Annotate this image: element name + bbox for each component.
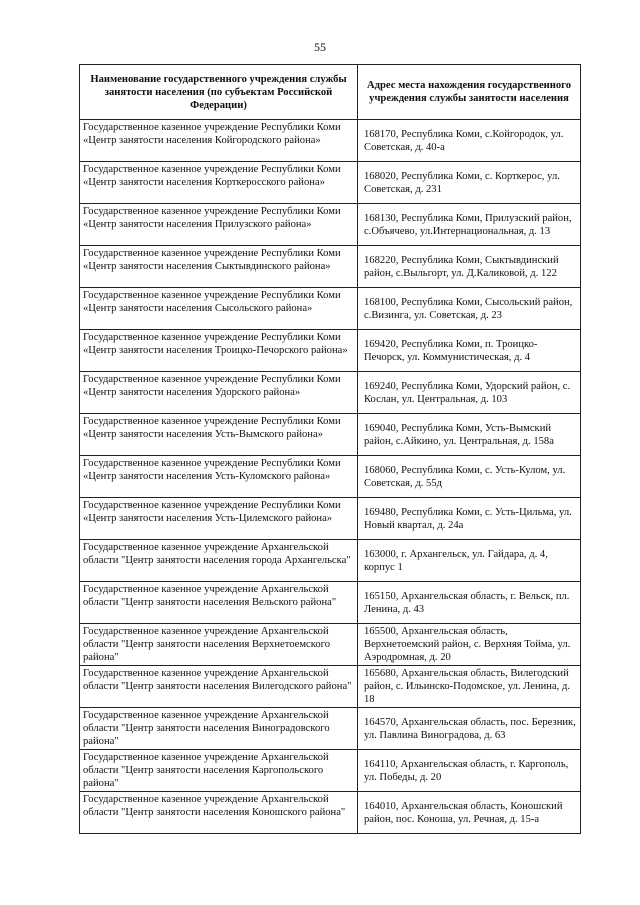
institution-address-cell: 164110, Архангельская область, г. Каргополь, ул. Победы, д. 20 [358, 750, 581, 792]
table-row [80, 666, 581, 708]
table-row [80, 288, 581, 330]
institution-address-cell: 169420, Республика Коми, п. Троицко-Печорск, ул. Коммунистическая, д. 4 [358, 330, 581, 372]
institution-name-cell: Государственное казенное учреждение Республики Коми «Центр занятости населения Корткеросского района» [80, 162, 358, 204]
institution-address-cell: 163000, г. Архангельск, ул. Гайдара, д. 4, корпус 1 [358, 540, 581, 582]
table-row [80, 498, 581, 540]
institution-name-cell: Государственное казенное учреждение Республики Коми «Центр занятости населения Сыктывдинского района» [80, 246, 358, 288]
institution-name-cell: Государственное казенное учреждение Архангельской области "Центр занятости населения Вилегодского района" [80, 666, 358, 708]
table-row [80, 414, 581, 456]
table-row [80, 372, 581, 414]
table-row [80, 120, 581, 162]
institution-name-cell: Государственное казенное учреждение Республики Коми «Центр занятости населения Прилузского района» [80, 204, 358, 246]
institution-address-cell: 165500, Архангельская область, Верхнетоемский район, с. Верхняя Тойма, ул. Аэродромная, д. 20 [358, 624, 581, 666]
table-row [80, 246, 581, 288]
institution-name-cell: Государственное казенное учреждение Архангельской области "Центр занятости населения Виноградовского района" [80, 708, 358, 750]
institution-address-cell: 168100, Республика Коми, Сысольский район, с.Визинга, ул. Советская, д. 23 [358, 288, 581, 330]
institution-name-cell: Государственное казенное учреждение Республики Коми «Центр занятости населения Сысольского района» [80, 288, 358, 330]
institution-address-cell: 164010, Архангельская область, Коношский район, пос. Коноша, ул. Речная, д. 15-а [358, 792, 581, 834]
institution-address-cell: 168220, Республика Коми, Сыктывдинский район, с.Выльгорт, ул. Д.Каликовой, д. 122 [358, 246, 581, 288]
table-row [80, 456, 581, 498]
institution-address-cell: 168170, Республика Коми, с.Койгородок, ул. Советская, д. 40-а [358, 120, 581, 162]
page-number: 55 [314, 40, 326, 54]
table-row [80, 540, 581, 582]
employment-centers-table [79, 64, 581, 834]
institution-name-cell: Государственное казенное учреждение Архангельской области "Центр занятости населения Каргопольского района" [80, 750, 358, 792]
institution-address-cell: 165680, Архангельская область, Вилегодский район, с. Ильинско-Подомское, ул. Ленина, д. 18 [358, 666, 581, 708]
institution-name-cell: Государственное казенное учреждение Республики Коми «Центр занятости населения Койгородского района» [80, 120, 358, 162]
institution-address-cell: 165150, Архангельская область, г. Вельск, пл. Ленина, д. 43 [358, 582, 581, 624]
column-header-address: Адрес места нахождения государственного учреждения службы занятости населения [358, 65, 581, 120]
table-row [80, 582, 581, 624]
institution-address-cell: 168020, Республика Коми, с. Корткерос, ул. Советская, д. 231 [358, 162, 581, 204]
institution-address-cell: 164570, Архангельская область, пос. Березник, ул. Павлина Виноградова, д. 63 [358, 708, 581, 750]
table-row [80, 750, 581, 792]
institution-name-cell: Государственное казенное учреждение Архангельской области "Центр занятости населения Коношского района" [80, 792, 358, 834]
institution-name-cell: Государственное казенное учреждение Архангельской области "Центр занятости населения Верхнетоемского района" [80, 624, 358, 666]
institution-name-cell: Государственное казенное учреждение Республики Коми «Центр занятости населения Усть-Куломского района» [80, 456, 358, 498]
table-row [80, 708, 581, 750]
table-row [80, 204, 581, 246]
institution-name-cell: Государственное казенное учреждение Республики Коми «Центр занятости населения Удорского района» [80, 372, 358, 414]
institution-address-cell: 169040, Республика Коми, Усть-Вымский район, с.Айкино, ул. Центральная, д. 158а [358, 414, 581, 456]
institution-address-cell: 169240, Республика Коми, Удорский район, с. Кослан, ул. Центральная, д. 103 [358, 372, 581, 414]
institution-address-cell: 168060, Республика Коми, с. Усть-Кулом, ул. Советская, д. 55д [358, 456, 581, 498]
institution-name-cell: Государственное казенное учреждение Архангельской области "Центр занятости населения города Архангельска" [80, 540, 358, 582]
institution-name-cell: Государственное казенное учреждение Архангельской области "Центр занятости населения Вельского района" [80, 582, 358, 624]
institution-name-cell: Государственное казенное учреждение Республики Коми «Центр занятости населения Усть-Цилемского района» [80, 498, 358, 540]
table-row [80, 330, 581, 372]
table-row [80, 162, 581, 204]
institution-name-cell: Государственное казенное учреждение Республики Коми «Центр занятости населения Усть-Вымского района» [80, 414, 358, 456]
column-header-name: Наименование государственного учреждения службы занятости населения (по субъектам Российской Федерации) [80, 65, 358, 120]
institution-address-cell: 169480, Республика Коми, с. Усть-Цильма, ул. Новый квартал, д. 24а [358, 498, 581, 540]
table-header-row [80, 65, 581, 120]
institution-name-cell: Государственное казенное учреждение Республики Коми «Центр занятости населения Троицко-Печорского района» [80, 330, 358, 372]
table-row [80, 624, 581, 666]
institution-address-cell: 168130, Республика Коми, Прилузский район, с.Объячево, ул.Интернациональная, д. 13 [358, 204, 581, 246]
table-row [80, 792, 581, 834]
